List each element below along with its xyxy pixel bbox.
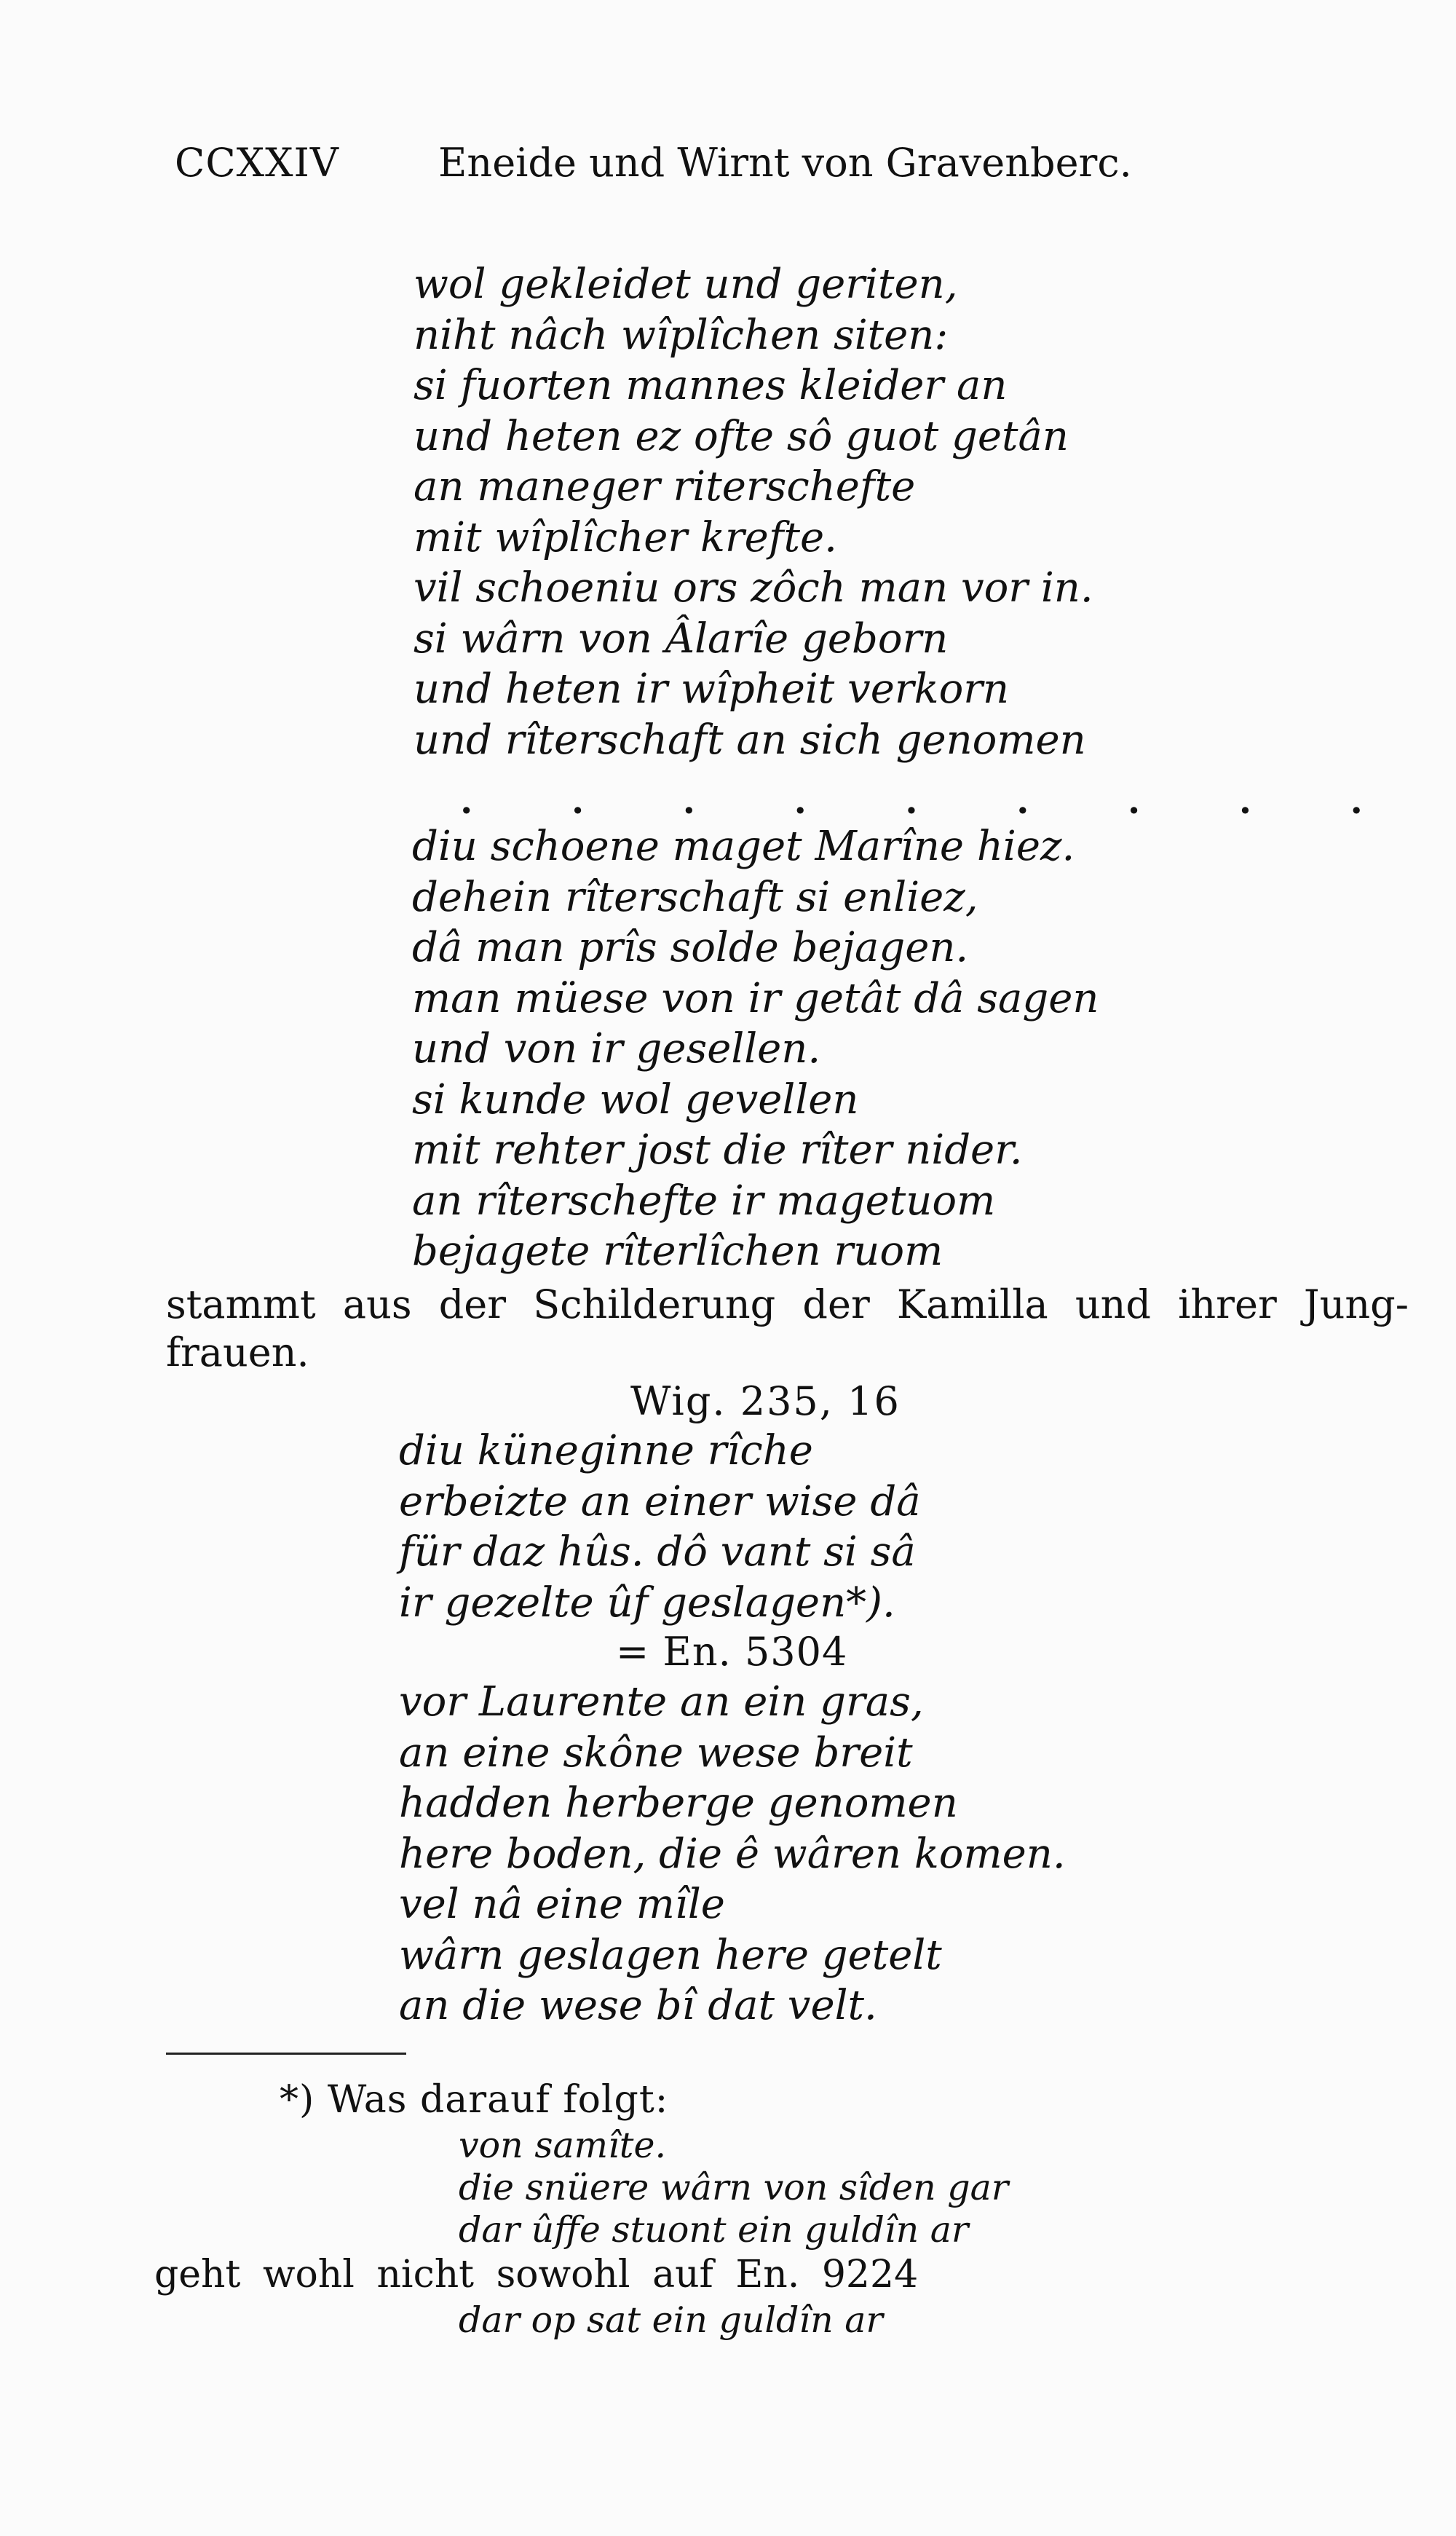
verse-line: hadden herberge genomen: [399, 1779, 958, 1827]
verse-line: si fuorten mannes kleider an: [414, 362, 1008, 409]
verse-line: bejagete rîterlîchen ruom: [412, 1228, 943, 1275]
page-number: CCXXIV: [175, 140, 339, 186]
footnote-verse-line: die snüere wârn von sîden gar: [459, 2167, 1009, 2208]
verse-line: und von ir gesellen.: [412, 1025, 821, 1073]
verse-line: man müese von ir getât dâ sagen: [412, 974, 1099, 1022]
running-title: Eneide und Wirnt von Gravenberc.: [438, 140, 1132, 186]
verse-line: dehein rîterschaft si enliez,: [412, 873, 978, 921]
verse-line: ir gezelte ûf geslagen*).: [399, 1579, 895, 1627]
verse-block-4: [399, 1677, 1066, 2031]
verse-line: und heten ir wîpheit verkorn: [414, 665, 1010, 713]
footnote-verse-line: dar op sat ein guldîn ar: [459, 2299, 883, 2341]
reference-eneide: = En. 5304: [616, 1629, 848, 1675]
verse-line: erbeizte an einer wise dâ: [399, 1477, 921, 1525]
verse-line: dâ man prîs solde bejagen.: [412, 924, 969, 971]
verse-line: diu küneginne rîche: [399, 1427, 813, 1474]
verse-line: für daz hûs. dô vant si sâ: [399, 1528, 916, 1576]
verse-line: und heten ez ofte sô guot getân: [414, 412, 1069, 460]
verse-block-3: [399, 1426, 921, 1628]
footnote-prose: geht wohl nicht sowohl auf En. 9224: [154, 2253, 919, 2296]
verse-line: diu schoene maget Marîne hiez.: [412, 823, 1075, 870]
verse-line: und rîterschaft an sich genomen: [414, 716, 1086, 764]
footnote-verse-line: dar ûffe stuont ein guldîn ar: [459, 2209, 969, 2251]
verse-line: wârn geslagen here getelt: [399, 1931, 942, 1979]
verse-line: si kunde wol gevellen: [412, 1075, 859, 1123]
verse-line: si wârn von Âlarîe geborn: [414, 615, 949, 663]
verse-line: an eine skône wese breit: [399, 1729, 913, 1777]
verse-line: mit wîplîcher krefte.: [414, 513, 837, 561]
verse-line: vil schoeniu ors zôch man vor in.: [414, 564, 1093, 612]
verse-line: wol gekleidet und geriten,: [414, 261, 958, 308]
verse-line: an die wese bî dat velt.: [399, 1982, 877, 2029]
footnote-intro: *) Was darauf folgt:: [280, 2078, 669, 2122]
verse-line: niht nâch wîplîchen siten:: [414, 311, 949, 359]
prose-line: stammt aus der Schilderung der Kamilla und ihrer Jung-: [166, 1281, 1409, 1327]
verse-block-2: [412, 821, 1099, 1277]
footnote-verse-block-2: [459, 2299, 883, 2342]
verse-line: an rîterschefte ir magetuom: [412, 1177, 996, 1225]
verse-line: an maneger riterschefte: [414, 463, 916, 510]
verse-line: here boden, die ê wâren komen.: [399, 1830, 1066, 1878]
footnote-verse-block-1: [459, 2125, 1008, 2251]
reference-wigalois: Wig. 235, 16: [630, 1378, 901, 1424]
page-header: [175, 140, 1252, 198]
verse-line: mit rehter jost die rîter nider.: [412, 1126, 1023, 1174]
prose-line: frauen.: [166, 1330, 309, 1375]
verse-block-1: [414, 259, 1093, 765]
footnote-verse-line: von samîte.: [459, 2125, 667, 2166]
verse-line: vel nâ eine mîle: [399, 1881, 725, 1928]
omission-dots: . . . . . . . . .: [460, 779, 1406, 822]
verse-line: vor Laurente an ein gras,: [399, 1678, 924, 1726]
footnote-divider: [166, 2053, 406, 2055]
